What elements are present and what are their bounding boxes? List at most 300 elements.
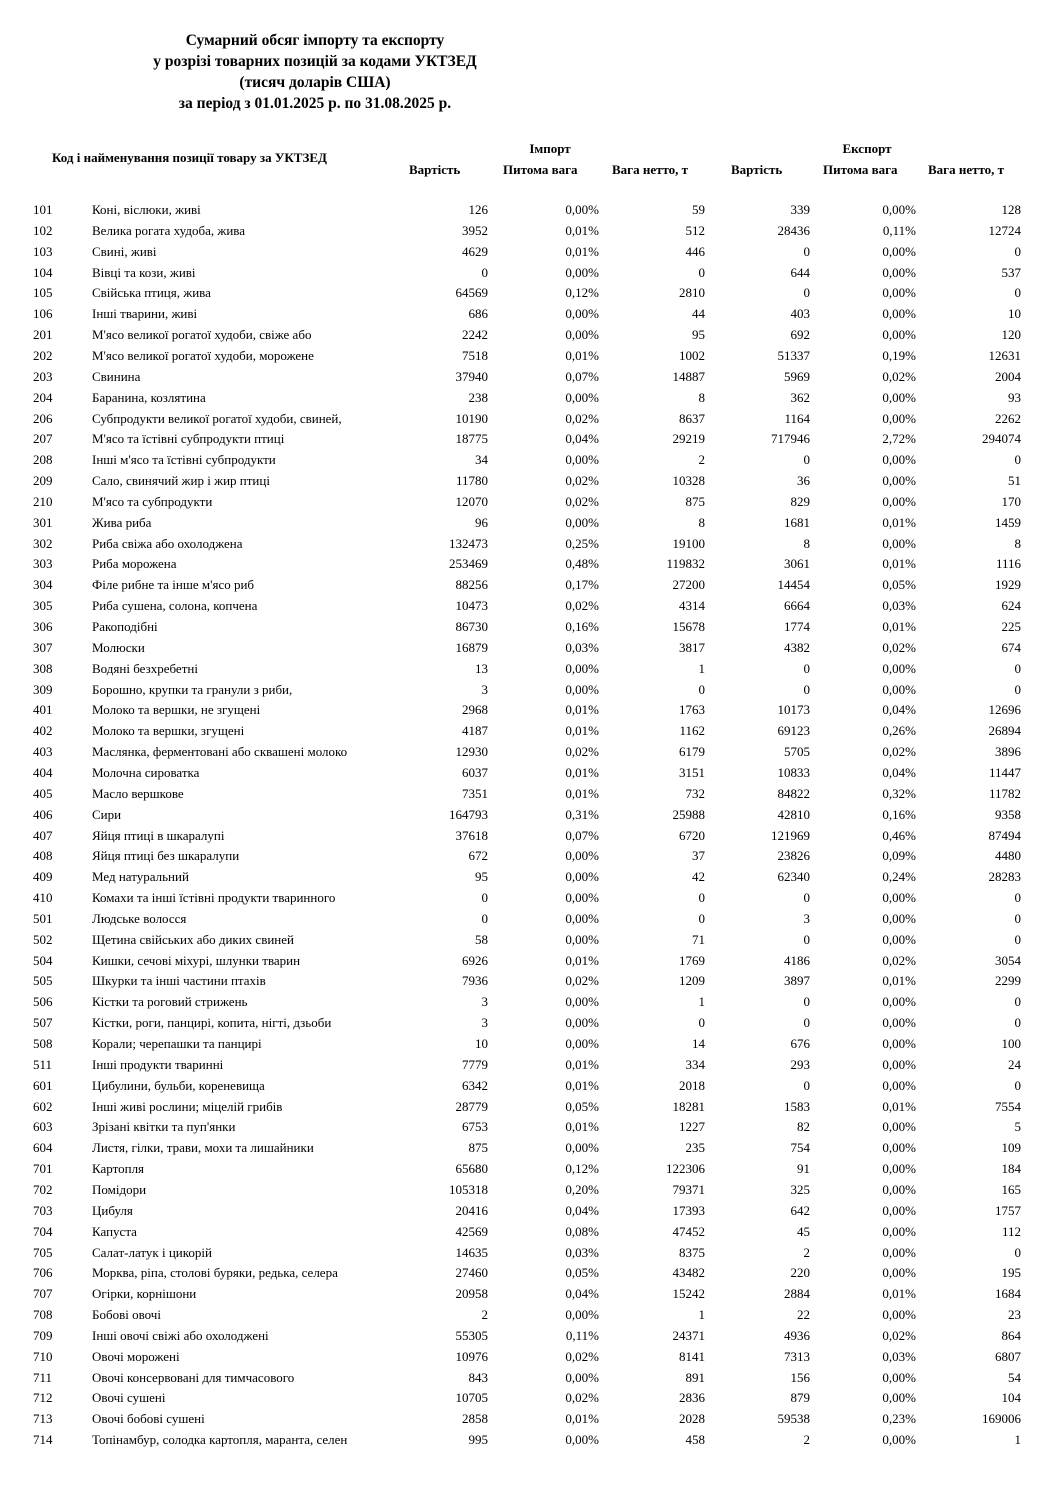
cell-export-share: 0,00% [882,1036,916,1051]
cell-export-weight: 864 [1001,1327,1021,1343]
cell-name: Інші живі рослини; міцелій грибів [92,1098,283,1114]
table-row [0,826,1058,847]
cell-import-share: 0,00% [565,306,599,322]
cell-import-share: 0,12% [565,1161,599,1177]
cell-import-value: 875 [468,1140,488,1156]
cell-code: 708 [33,1307,53,1323]
cell-export-share: 0,02% [882,639,916,655]
cell-name: Риба свіжа або охолоджена [92,535,243,551]
table-row [0,1097,1058,1118]
cell-export-share: 0,00% [882,306,916,322]
cell-code: 101 [33,202,53,217]
table-row [0,1201,1058,1222]
cell-name: Яйця птиці в шкаралупі [92,827,225,843]
cell-export-weight: 12631 [988,347,1021,363]
cell-import-weight: 1227 [679,1119,705,1135]
cell-import-value: 6342 [462,1077,488,1093]
cell-export-value: 62340 [777,869,810,885]
cell-name: Риба морожена [92,556,177,572]
cell-import-value: 3952 [462,222,488,238]
cell-export-value: 0 [803,931,810,947]
cell-name: Людське волосся [92,910,187,926]
cell-export-weight: 104 [1001,1390,1021,1406]
cell-export-share: 0,00% [882,1369,916,1385]
cell-export-share: 0,00% [882,243,916,259]
cell-name: Овочі сушені [92,1390,166,1406]
table-row [0,846,1058,867]
cell-export-share: 0,00% [882,285,916,301]
cell-export-value: 362 [790,389,810,405]
cell-import-weight: 119832 [666,556,705,572]
cell-export-value: 0 [803,452,810,468]
cell-name: Риба сушена, солона, копчена [92,598,258,614]
cell-code: 502 [33,931,53,947]
header-import: Імпорт [529,141,571,156]
cell-code: 705 [33,1244,53,1260]
cell-import-weight: 15242 [672,1286,705,1302]
cell-import-share: 0,02% [565,598,599,614]
cell-import-share: 0,20% [565,1181,599,1197]
cell-export-value: 0 [803,890,810,906]
header-export-value: Вартість [731,162,783,177]
cell-name: М'ясо великої рогатої худоби, свіже або [92,327,312,343]
cell-import-value: 0 [481,910,488,926]
cell-import-value: 3 [481,1015,488,1031]
cell-import-value: 11780 [455,473,488,489]
cell-name: Коні, віслюки, живі [92,202,201,217]
cell-code: 210 [33,493,53,509]
cell-name: Баранина, козлятина [92,389,206,405]
cell-import-value: 16879 [455,639,488,655]
cell-name: Борошно, крупки та гранули з риби, [92,681,293,697]
cell-import-weight: 95 [692,327,705,343]
cell-export-weight: 23 [1008,1307,1021,1323]
cell-export-weight: 624 [1001,598,1021,614]
cell-code: 507 [33,1015,53,1031]
cell-export-share: 0,23% [882,1411,916,1427]
cell-code: 404 [33,764,53,780]
cell-import-weight: 0 [698,681,705,697]
cell-import-value: 6753 [462,1119,488,1135]
cell-import-weight: 2 [698,452,705,468]
cell-import-share: 0,00% [565,848,599,864]
cell-import-weight: 17393 [672,1202,705,1218]
cell-import-value: 58 [475,931,488,947]
cell-import-weight: 29219 [672,431,705,447]
cell-export-weight: 11447 [988,764,1021,780]
cell-export-value: 0 [803,285,810,301]
table-row [0,1347,1058,1368]
table-row [0,909,1058,930]
cell-export-value: 0 [803,1077,810,1093]
cell-import-value: 64569 [455,285,488,301]
cell-import-share: 0,02% [565,973,599,989]
cell-export-share: 0,09% [882,848,916,864]
header-import-share: Питома вага [503,162,578,177]
cell-name: Овочі морожені [92,1348,180,1364]
table-row [0,346,1058,367]
cell-import-weight: 44 [692,306,705,322]
cell-code: 209 [33,473,53,489]
title-line-2: у розрізі товарних позицій за кодами УКТЗЕД [153,53,477,70]
cell-export-share: 0,00% [882,890,916,906]
table-row [0,263,1058,284]
cell-import-value: 10190 [455,410,488,426]
table-row [0,1222,1058,1243]
cell-export-share: 0,00% [882,681,916,697]
cell-export-weight: 674 [1001,639,1021,655]
cell-import-share: 0,02% [565,493,599,509]
cell-export-share: 0,00% [882,931,916,947]
cell-import-value: 10 [475,1036,488,1051]
cell-import-value: 4187 [462,723,488,739]
cell-export-value: 676 [790,1036,810,1051]
cell-import-value: 7518 [462,347,488,363]
cell-import-share: 0,00% [565,1432,599,1448]
cell-name: Молоко та вершки, не згущені [92,702,261,718]
title-line-4: за період з 01.01.2025 р. по 31.08.2025 р. [178,95,452,112]
cell-export-share: 0,00% [882,1223,916,1239]
cell-export-weight: 169006 [982,1411,1021,1427]
cell-code: 701 [33,1161,53,1177]
cell-code: 204 [33,389,53,405]
cell-code: 709 [33,1327,53,1343]
cell-export-share: 0,00% [882,1181,916,1197]
cell-export-value: 22 [797,1307,810,1323]
table-row [0,513,1058,534]
cell-export-weight: 8 [1014,535,1021,551]
cell-code: 408 [33,848,53,864]
cell-export-weight: 1459 [995,514,1021,530]
cell-import-weight: 19100 [672,535,705,551]
cell-import-weight: 875 [685,493,705,509]
table-row [0,784,1058,805]
cell-export-value: 293 [790,1056,810,1072]
cell-code: 704 [33,1223,53,1239]
cell-export-share: 0,11% [882,222,916,238]
cell-import-weight: 14 [692,1036,705,1051]
cell-export-share: 0,05% [882,577,916,593]
cell-import-share: 0,01% [565,702,599,718]
cell-export-share: 0,00% [882,994,916,1010]
cell-export-value: 23826 [777,848,810,864]
cell-code: 302 [33,535,53,551]
cell-import-weight: 235 [685,1140,705,1156]
cell-import-value: 6037 [462,764,488,780]
cell-export-value: 10173 [777,702,810,718]
cell-export-weight: 26894 [988,723,1021,739]
cell-import-weight: 1209 [679,973,705,989]
cell-export-value: 28436 [777,222,810,238]
cell-import-value: 12070 [455,493,488,509]
cell-import-share: 0,00% [565,910,599,926]
cell-import-share: 0,02% [565,744,599,760]
cell-name: Корали; черепашки та панцирі [92,1036,262,1051]
cell-code: 706 [33,1265,53,1281]
cell-export-value: 2 [803,1244,810,1260]
cell-import-share: 0,01% [565,1056,599,1072]
cell-export-weight: 1116 [995,556,1021,572]
cell-export-value: 3897 [784,973,810,989]
cell-import-weight: 2028 [679,1411,705,1427]
cell-import-weight: 6720 [679,827,705,843]
cell-export-value: 0 [803,681,810,697]
cell-code: 106 [33,306,53,322]
cell-import-share: 0,02% [565,473,599,489]
cell-export-value: 4936 [784,1327,810,1343]
cell-export-value: 339 [790,202,810,217]
cell-export-weight: 2299 [995,973,1021,989]
cell-code: 508 [33,1036,53,1051]
cell-import-value: 686 [468,306,488,322]
cell-import-weight: 71 [692,931,705,947]
cell-import-value: 13 [475,660,488,676]
cell-export-weight: 112 [1001,1223,1021,1239]
cell-import-weight: 1162 [679,723,705,739]
cell-code: 104 [33,264,53,280]
cell-export-weight: 109 [1001,1140,1021,1156]
cell-export-weight: 10 [1008,306,1021,322]
cell-import-value: 2 [481,1307,488,1323]
cell-import-weight: 446 [685,243,705,259]
cell-import-value: 88256 [455,577,488,593]
cell-export-value: 36 [797,473,810,489]
cell-export-weight: 12696 [988,702,1021,718]
cell-export-share: 0,00% [882,1432,916,1448]
cell-export-share: 0,00% [882,202,916,217]
cell-export-share: 0,00% [882,1015,916,1031]
cell-import-value: 4629 [462,243,488,259]
cell-import-weight: 2810 [679,285,705,301]
table-row [0,242,1058,263]
cell-name: Картопля [92,1161,145,1177]
cell-export-weight: 0 [1014,1015,1021,1031]
cell-export-weight: 0 [1014,243,1021,259]
table-row [0,492,1058,513]
cell-code: 203 [33,368,53,384]
cell-export-weight: 1757 [995,1202,1021,1218]
cell-import-weight: 122306 [666,1161,705,1177]
cell-import-weight: 15678 [672,619,705,634]
cell-name: Свинина [92,368,141,384]
cell-name: Кістки, роги, панцирі, копита, нігті, дзьоби [92,1015,332,1031]
cell-import-weight: 47452 [672,1223,705,1239]
cell-name: Морква, ріпа, столові буряки, редька, селера [92,1265,338,1281]
cell-import-share: 0,07% [565,368,599,384]
table-row [0,200,1058,221]
cell-export-weight: 3896 [995,744,1021,760]
cell-export-value: 82 [797,1119,810,1135]
cell-export-share: 0,01% [882,1286,916,1302]
cell-export-value: 0 [803,660,810,676]
cell-import-weight: 8141 [679,1348,705,1364]
cell-name: Інші продукти тваринні [92,1056,224,1072]
table-row [0,742,1058,763]
cell-export-share: 0,00% [882,452,916,468]
cell-export-weight: 128 [1001,202,1021,217]
table-row [0,1055,1058,1076]
table-row [0,409,1058,430]
cell-name: Жива риба [92,514,152,530]
cell-name: Субпродукти великої рогатої худоби, свиней, [92,410,342,426]
cell-export-weight: 93 [1008,389,1021,405]
cell-import-weight: 0 [698,910,705,926]
cell-import-weight: 43482 [672,1265,705,1281]
cell-code: 702 [33,1181,53,1197]
table-row [0,888,1058,909]
cell-export-weight: 7554 [995,1098,1021,1114]
cell-import-share: 0,00% [565,327,599,343]
cell-import-value: 238 [468,389,488,405]
cell-export-share: 0,24% [882,869,916,885]
cell-name: Кістки та роговий стрижень [92,994,248,1010]
cell-import-share: 0,05% [565,1265,599,1281]
table-row [0,325,1058,346]
cell-export-value: 7313 [784,1348,810,1364]
cell-name: Цибулини, бульби, кореневища [92,1077,265,1093]
cell-import-weight: 1 [698,994,705,1010]
cell-export-share: 0,01% [882,619,916,634]
cell-code: 306 [33,619,53,634]
cell-export-weight: 0 [1014,890,1021,906]
cell-export-weight: 24 [1008,1056,1021,1072]
cell-export-value: 2 [803,1432,810,1448]
cell-import-share: 0,01% [565,1411,599,1427]
cell-import-value: 2968 [462,702,488,718]
cell-export-share: 0,03% [882,1348,916,1364]
cell-name: Шкурки та інші частини птахів [92,973,266,989]
header-import-weight: Вага нетто, т [612,162,689,177]
cell-export-share: 0,00% [882,389,916,405]
cell-import-share: 0,01% [565,952,599,968]
cell-export-share: 0,01% [882,514,916,530]
cell-import-weight: 458 [685,1432,705,1448]
cell-export-weight: 120 [1001,327,1021,343]
cell-export-value: 8 [803,535,810,551]
cell-export-share: 0,32% [882,785,916,801]
cell-import-value: 18775 [455,431,488,447]
cell-export-value: 692 [790,327,810,343]
cell-code: 601 [33,1077,53,1093]
cell-import-weight: 8637 [679,410,705,426]
cell-import-weight: 42 [692,869,705,885]
cell-name: Інші овочі свіжі або охолоджені [92,1327,269,1343]
cell-export-value: 0 [803,1015,810,1031]
cell-name: Мед натуральний [92,869,189,885]
table-row [0,659,1058,680]
cell-code: 713 [33,1411,53,1427]
cell-import-weight: 25988 [672,806,705,822]
cell-export-value: 829 [790,493,810,509]
table-row [0,534,1058,555]
cell-import-weight: 4314 [679,598,705,614]
cell-import-share: 0,25% [565,535,599,551]
cell-export-weight: 170 [1001,493,1021,509]
cell-code: 102 [33,222,53,238]
cell-export-weight: 0 [1014,1244,1021,1260]
cell-export-share: 0,00% [882,1161,916,1177]
table-row [0,617,1058,638]
cell-import-share: 0,00% [565,931,599,947]
cell-import-share: 0,01% [565,785,599,801]
cell-export-value: 14454 [777,577,810,593]
cell-name: Ракоподібні [92,619,158,634]
table-row [0,283,1058,304]
cell-code: 710 [33,1348,53,1364]
cell-code: 410 [33,890,53,906]
cell-export-share: 0,00% [882,410,916,426]
cell-export-weight: 1 [1014,1432,1021,1448]
cell-import-weight: 18281 [672,1098,705,1114]
cell-import-value: 7779 [462,1056,488,1072]
cell-import-value: 105318 [449,1181,488,1197]
cell-name: Капуста [92,1223,137,1239]
table-row [0,1180,1058,1201]
table-row [0,1326,1058,1347]
cell-import-share: 0,04% [565,1202,599,1218]
cell-export-share: 0,02% [882,952,916,968]
cell-import-value: 843 [468,1369,488,1385]
cell-import-value: 2242 [462,327,488,343]
cell-export-value: 1583 [784,1098,810,1114]
cell-code: 602 [33,1098,53,1114]
cell-name: Овочі бобові сушені [92,1411,205,1427]
cell-export-share: 0,02% [882,1327,916,1343]
cell-import-share: 0,00% [565,264,599,280]
cell-import-share: 0,02% [565,1348,599,1364]
cell-import-share: 0,31% [565,806,599,822]
table-row [0,221,1058,242]
cell-export-share: 0,01% [882,1098,916,1114]
table-row [0,554,1058,575]
cell-import-share: 0,16% [565,619,599,634]
cell-import-weight: 1002 [679,347,705,363]
cell-name: Велика рогата худоба, жива [92,222,246,238]
cell-name: М'ясо та субпродукти [92,493,213,509]
cell-name: Молочна сироватка [92,764,200,780]
cell-export-weight: 100 [1001,1036,1021,1051]
cell-export-share: 0,00% [882,1390,916,1406]
cell-export-share: 0,00% [882,1119,916,1135]
cell-import-weight: 512 [685,222,705,238]
cell-code: 714 [33,1432,53,1448]
title-line-1: Сумарний обсяг імпорту та експорту [185,32,445,49]
cell-export-weight: 54 [1008,1369,1021,1385]
table-row [0,1076,1058,1097]
cell-import-share: 0,00% [565,890,599,906]
cell-export-weight: 0 [1014,681,1021,697]
cell-import-value: 10473 [455,598,488,614]
cell-import-weight: 1 [698,660,705,676]
cell-import-weight: 0 [698,1015,705,1031]
cell-export-share: 0,19% [882,347,916,363]
cell-export-value: 6664 [784,598,810,614]
cell-export-value: 644 [790,264,810,280]
cell-export-weight: 4480 [995,848,1021,864]
cell-name: Яйця птиці без шкаралупи [92,848,240,864]
table-row [0,992,1058,1013]
cell-import-weight: 10328 [672,473,705,489]
cell-name: Овочі консервовані для тимчасового [92,1369,295,1385]
cell-export-value: 4382 [784,639,810,655]
cell-import-value: 126 [468,202,488,217]
cell-export-share: 0,00% [882,1202,916,1218]
cell-code: 207 [33,431,53,447]
table-row [0,1430,1058,1451]
cell-import-value: 20416 [455,1202,488,1218]
cell-import-weight: 891 [685,1369,705,1385]
cell-export-value: 879 [790,1390,810,1406]
